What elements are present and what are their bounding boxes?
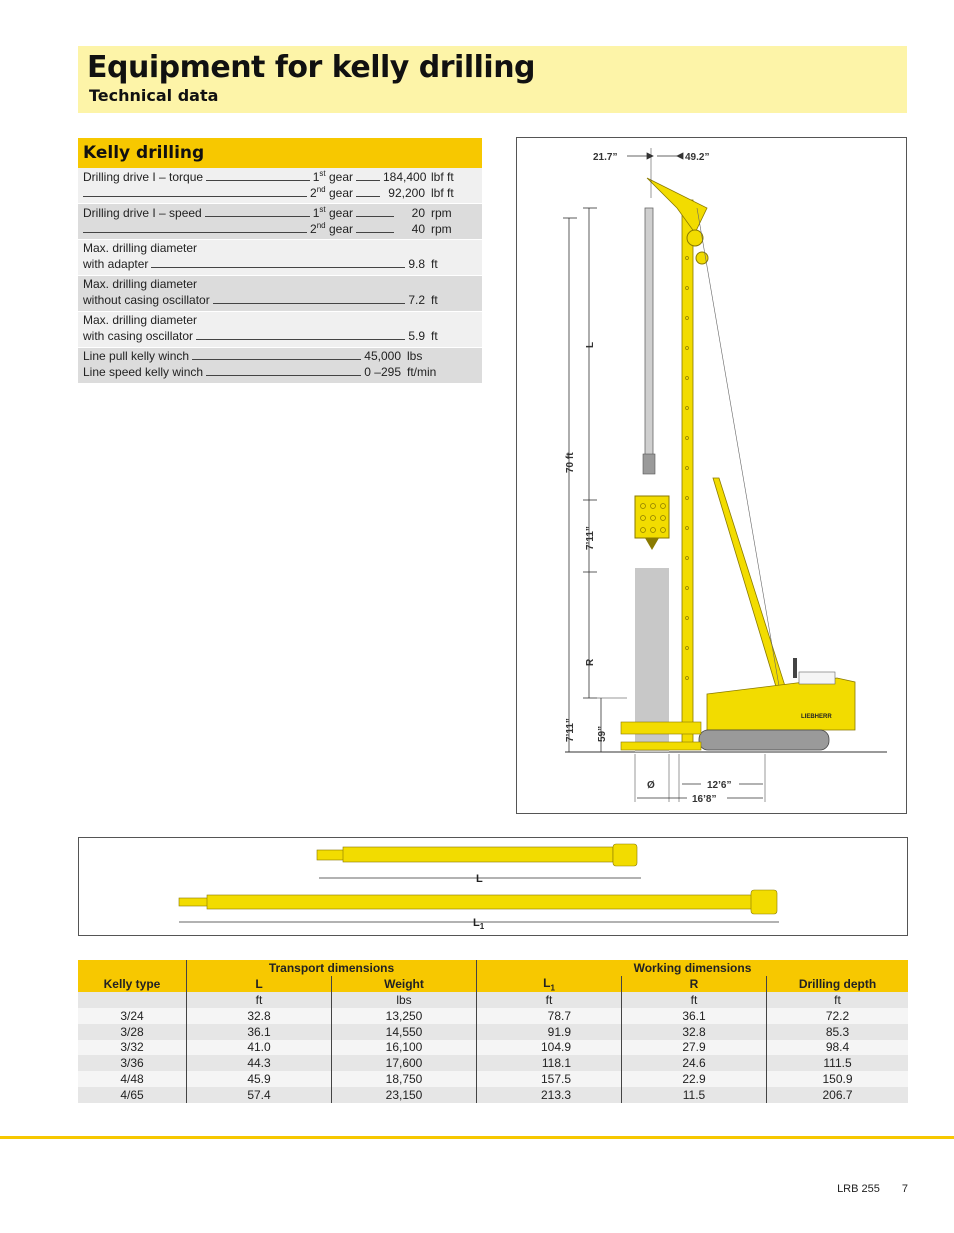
col-L: L — [187, 976, 332, 992]
col-type: Kelly type — [103, 976, 161, 991]
page-title: Equipment for kelly drilling — [87, 50, 536, 85]
kelly-bar-drawing — [78, 837, 908, 936]
linespeed-value: 0 –295 — [364, 365, 401, 379]
dim-70ft: 70 ft — [565, 452, 576, 473]
table-row: 4/65 57.4 23,150 213.3 11.5 206.7 — [78, 1087, 908, 1103]
spec-title: Kelly drilling — [78, 138, 482, 168]
page-header — [78, 46, 907, 113]
table-row: 3/32 41.0 16,100 104.9 27.9 98.4 — [78, 1040, 908, 1056]
dim-diameter: Ø — [647, 780, 655, 791]
col-depth: Drilling depth — [767, 976, 909, 992]
model-label: LRB 255 — [837, 1183, 880, 1195]
page-footer — [815, 1183, 908, 1195]
adapter-value: 9.8 — [408, 257, 425, 271]
footer-rule — [0, 1136, 954, 1139]
no-casing-value: 7.2 — [408, 293, 425, 307]
dim-L: L — [585, 341, 596, 348]
dim-track: 12’6” — [707, 780, 732, 791]
col-weight: Weight — [332, 976, 477, 992]
kelly-drilling-spec — [78, 138, 482, 384]
kelly-bar-illustration — [79, 838, 907, 935]
spec-torque: Drilling drive I – torque 1st gear 184,400 lbf ft 2nd gear 92,200 lbf ft — [78, 168, 482, 204]
brand-label: LIEBHERR — [801, 714, 832, 720]
group-working: Working dimensions — [477, 960, 909, 976]
dim-top-left: 21.7” — [593, 152, 618, 163]
dim-upper-7-11: 7’11” — [585, 526, 596, 550]
rig-illustration — [517, 138, 906, 813]
units-row: ft lbs ft ft ft — [78, 992, 908, 1008]
table-row: 4/48 45.9 18,750 157.5 22.9 150.9 — [78, 1071, 908, 1087]
table-row: 3/24 32.8 13,250 78.7 36.1 72.2 — [78, 1008, 908, 1024]
spec-no-casing: Max. drilling diameter without casing oscillator 7.2 ft — [78, 276, 482, 312]
torque-label: Drilling drive I – torque — [83, 170, 204, 184]
dim-lower-7-11: 7’11” — [565, 718, 576, 742]
spec-adapter: Max. drilling diameter with adapter 9.8 ft — [78, 240, 482, 276]
kelly-L-label: L — [476, 873, 483, 885]
dim-59in: 59” — [597, 725, 608, 742]
col-R: R — [622, 976, 767, 992]
table-row: 3/36 44.3 17,600 118.1 24.6 111.5 — [78, 1055, 908, 1071]
spec-casing: Max. drilling diameter with casing oscillator 5.9 ft — [78, 312, 482, 348]
dim-overall: 16’8” — [692, 794, 717, 805]
speed-gear2-value: 40 — [411, 222, 425, 236]
speed-label: Drilling drive I – speed — [83, 206, 202, 220]
page-subtitle: Technical data — [89, 86, 219, 105]
dim-top-right: 49.2” — [685, 152, 710, 163]
svg-text:L1: $L_1$ — [473, 917, 485, 931]
torque-gear2-value: 92,200 — [388, 186, 425, 200]
group-transport: Transport dimensions — [187, 960, 477, 976]
spec-winch: Line pull kelly winch 45,000 lbs Line speed kelly winch 0 –295 ft/min — [78, 348, 482, 384]
page-number: 7 — [901, 1183, 908, 1195]
rig-drawing — [516, 137, 907, 814]
dim-R: R — [585, 658, 596, 666]
casing-value: 5.9 — [408, 329, 425, 343]
table-row: 3/28 36.1 14,550 91.9 32.8 85.3 — [78, 1024, 908, 1040]
spec-speed: Drilling drive I – speed 1st gear 20 rpm 2nd gear 40 rpm — [78, 204, 482, 240]
torque-gear1-value: 184,400 — [383, 170, 427, 184]
col-L1: $L_1$ — [477, 976, 622, 992]
pull-value: 45,000 — [364, 349, 401, 363]
kelly-table — [78, 960, 908, 1103]
speed-gear1-value: 20 — [411, 206, 425, 220]
kelly-L1-label: L — [473, 917, 480, 929]
